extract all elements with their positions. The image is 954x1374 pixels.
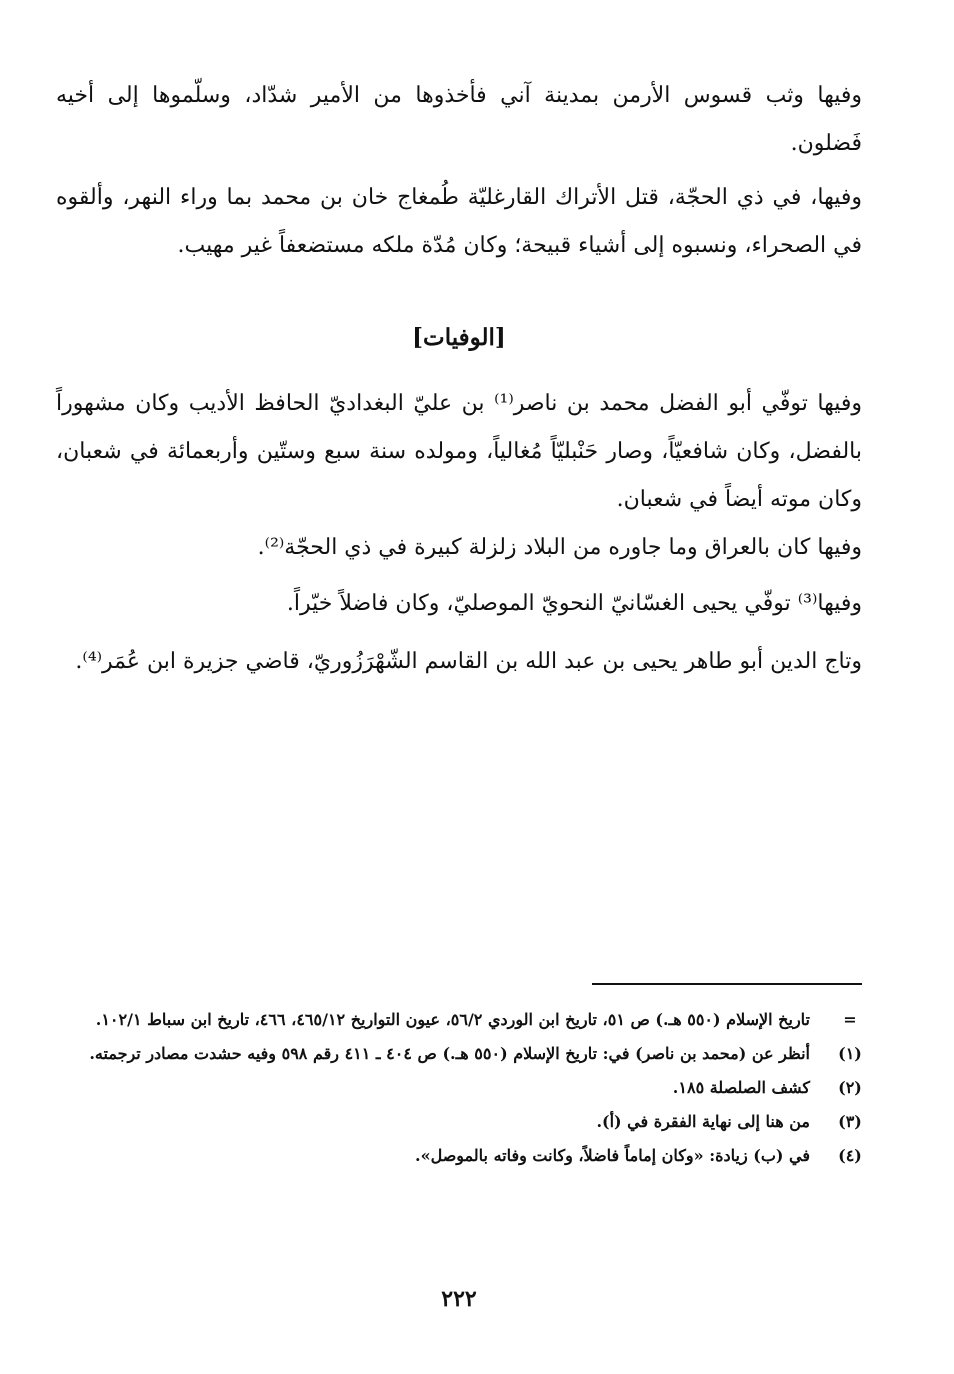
footnote-marker: (٢) [838,1078,862,1097]
footnote-text: تاريخ الإسلام (٥٥٠ هـ.) ص ٥١، تاريخ ابن الوردي ٥٦/٢، عيون التواريخ ٤٦٥/١٢، ٤٦٦، تاريخ ابن سباط ١٠٢/١. [95,1010,810,1029]
footnote-2 [56,1071,862,1105]
footnote-marker: (٤) [838,1146,862,1165]
footnote-continuation [56,1003,862,1037]
footnote-marker: (١) [838,1044,862,1063]
footnote-text: كشف الصلصلة ١٨٥. [672,1078,810,1097]
footnote-text: من هنا إلى نهاية الفقرة في (أ). [596,1112,810,1131]
footnote-text: أنظر عن (محمد بن ناصر) في: تاريخ الإسلام (٥٥٠ هـ.) ص ٤٠٤ ـ ٤١١ رقم ٥٩٨ وفيه حشدت مصادر ترجمته. [89,1044,810,1063]
footnotes-list [56,1003,862,1173]
obituary-paragraph: وفيها كان بالعراق وما جاوره من البلاد زلزلة كبيرة في ذي الحجّة⁽²⁾. [257,535,862,560]
footnote-3 [56,1105,862,1139]
book-page [56,0,862,1374]
footnote-1 [56,1037,862,1071]
obituary-paragraph: وتاج الدين أبو طاهر يحيى بن عبد الله بن القاسم الشّهْرَزُوريّ، قاضي جزيرة ابن عُمَر⁽⁴⁾. [75,649,862,674]
footnote-marker: (٣) [838,1112,862,1131]
footnote-marker: = [843,1010,857,1029]
footnote-text: في (ب) زيادة: «وكان إماماً فاضلاً، وكانت وفاته بالموصل». [415,1146,810,1165]
section-heading: [الوفيات] [412,324,506,351]
obituary-paragraph: وفيها⁽³⁾ توفّي يحيى الغسّانيّ النحويّ الموصليّ، وكان فاضلاً خيّراً. [286,591,862,616]
body-paragraph: وفيها وثب قسوس الأرمن بمدينة آني فأخذوها من الأمير شدّاد، وسلّموها إلى أخيه فَضلون. [56,83,862,156]
page-number: ٢٢٢ [441,1286,477,1312]
body-paragraph: وفيها، في ذي الحجّة، قتل الأتراك القارغليّة طُمغاج خان بن محمد بما وراء النهر، وألقوه في الصحراء، ونسبوه إلى أشياء قبيحة؛ وكان مُدّة ملكه مستضعفاً غير مهيب. [56,185,862,258]
footnote-4 [56,1139,862,1173]
obituary-paragraph: وفيها توفّي أبو الفضل محمد بن ناصر⁽¹⁾ بن عليّ البغداديّ الحافظ الأديب وكان مشهوراً بالفضل، وكان شافعيّاً، وصار حَنْبليّاً مُغالياً، ومولده سنة سبع وستّين وأربعمائة في شعبان، وكان موته أيضاً في شعبان. [56,391,862,512]
footnote-separator [592,983,862,985]
